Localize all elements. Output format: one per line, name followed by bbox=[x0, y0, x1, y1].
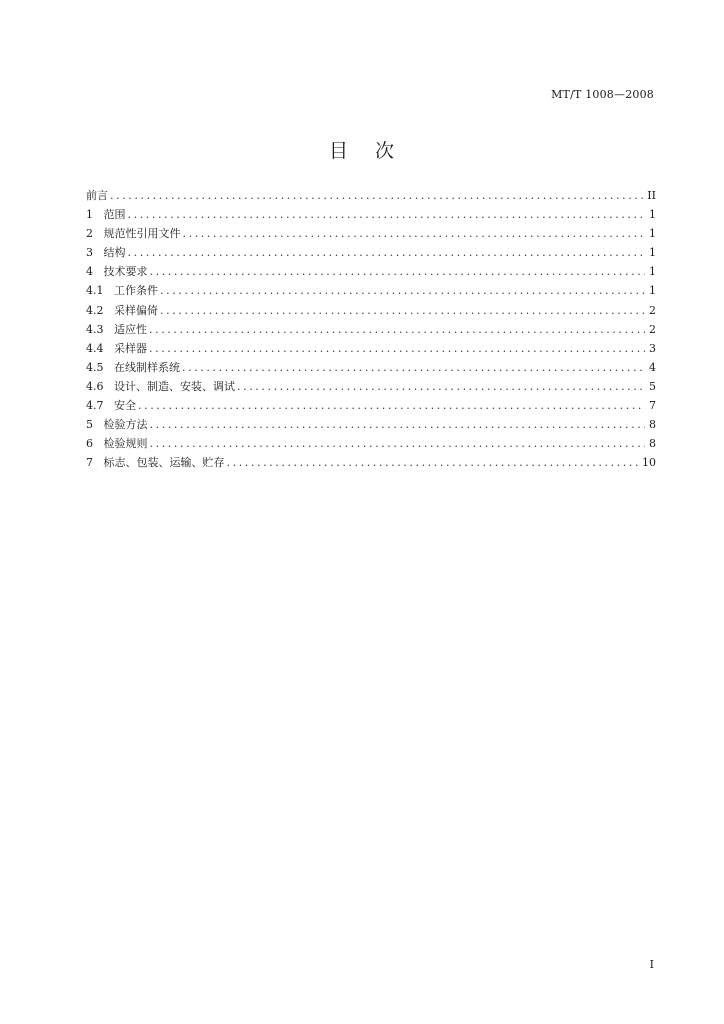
toc-number: 4.2 bbox=[86, 303, 104, 317]
toc-label: 检验规则 bbox=[103, 437, 148, 451]
toc-entry[interactable] bbox=[86, 186, 656, 205]
toc-label: 采样器 bbox=[114, 341, 147, 355]
toc-label: 技术要求 bbox=[103, 265, 148, 279]
toc-number: 7 bbox=[86, 456, 93, 470]
toc-number: 2 bbox=[86, 227, 93, 241]
toc-page-number: 5 bbox=[649, 379, 656, 393]
toc-label: 工作条件 bbox=[114, 284, 158, 298]
toc-leader-dots bbox=[149, 339, 645, 358]
document-code: MT/T 1008—2008 bbox=[551, 88, 654, 101]
toc-leader-dots bbox=[150, 434, 646, 453]
toc-entry[interactable] bbox=[86, 396, 656, 415]
toc-number: 5 bbox=[86, 418, 93, 432]
toc-leader-dots bbox=[138, 396, 645, 415]
toc-leader-dots bbox=[160, 281, 645, 300]
toc-number: 4.6 bbox=[86, 379, 104, 393]
toc-entry[interactable] bbox=[86, 281, 656, 300]
toc-leader-dots bbox=[183, 224, 646, 243]
table-of-contents bbox=[86, 186, 656, 472]
toc-label: 前言 bbox=[86, 189, 108, 202]
toc-label: 检验方法 bbox=[103, 418, 148, 432]
toc-leader-dots bbox=[128, 205, 646, 224]
toc-number: 1 bbox=[86, 208, 93, 222]
toc-page-number: 1 bbox=[649, 227, 656, 241]
toc-label: 适应性 bbox=[114, 322, 147, 336]
toc-page-number: 3 bbox=[649, 341, 656, 355]
toc-page-number: II bbox=[647, 189, 656, 202]
toc-number: 6 bbox=[86, 437, 93, 451]
toc-leader-dots bbox=[150, 415, 646, 434]
toc-number: 4.4 bbox=[86, 341, 104, 355]
toc-label: 范围 bbox=[103, 208, 126, 222]
toc-entry[interactable] bbox=[86, 224, 656, 243]
toc-leader-dots bbox=[160, 301, 645, 320]
toc-leader-dots bbox=[237, 377, 645, 396]
toc-label: 标志、包装、运输、贮存 bbox=[103, 456, 225, 470]
toc-entry[interactable] bbox=[86, 358, 656, 377]
toc-leader-dots bbox=[182, 358, 645, 377]
toc-leader-dots bbox=[149, 320, 645, 339]
toc-entry[interactable] bbox=[86, 301, 656, 320]
toc-number: 4.1 bbox=[86, 284, 104, 298]
title-part-2: 次 bbox=[375, 140, 396, 162]
toc-entry[interactable] bbox=[86, 339, 656, 358]
toc-number: 3 bbox=[86, 246, 93, 260]
toc-label: 在线制样系统 bbox=[114, 360, 180, 374]
toc-page-number: 2 bbox=[649, 322, 656, 336]
toc-label: 采样偏倚 bbox=[114, 303, 158, 317]
toc-page-number: 1 bbox=[649, 246, 656, 260]
toc-label: 结构 bbox=[103, 246, 126, 260]
toc-number: 4.5 bbox=[86, 360, 104, 374]
toc-leader-dots bbox=[110, 186, 643, 205]
page-title bbox=[0, 136, 724, 163]
toc-leader-dots bbox=[150, 262, 646, 281]
toc-entry[interactable] bbox=[86, 320, 656, 339]
page-number: I bbox=[649, 958, 654, 971]
toc-page-number: 2 bbox=[649, 303, 656, 317]
toc-number: 4.7 bbox=[86, 399, 104, 413]
toc-entry[interactable] bbox=[86, 453, 656, 472]
toc-page-number: 1 bbox=[649, 208, 656, 222]
toc-leader-dots bbox=[227, 453, 639, 472]
toc-page-number: 8 bbox=[649, 418, 656, 432]
toc-entry[interactable] bbox=[86, 262, 656, 281]
toc-number: 4 bbox=[86, 265, 93, 279]
toc-page-number: 8 bbox=[649, 437, 656, 451]
toc-entry[interactable] bbox=[86, 377, 656, 396]
toc-entry[interactable] bbox=[86, 415, 656, 434]
toc-label: 设计、制造、安装、调试 bbox=[114, 379, 235, 393]
toc-page-number: 10 bbox=[642, 456, 656, 470]
toc-page-number: 4 bbox=[649, 360, 656, 374]
toc-entry[interactable] bbox=[86, 243, 656, 262]
toc-label: 安全 bbox=[114, 399, 136, 413]
toc-page-number: 1 bbox=[649, 284, 656, 298]
toc-label: 规范性引用文件 bbox=[103, 227, 181, 241]
toc-leader-dots bbox=[128, 243, 646, 262]
toc-number: 4.3 bbox=[86, 322, 104, 336]
toc-entry[interactable] bbox=[86, 434, 656, 453]
toc-page-number: 7 bbox=[649, 399, 656, 413]
toc-page-number: 1 bbox=[649, 265, 656, 279]
toc-entry[interactable] bbox=[86, 205, 656, 224]
title-part-1: 目 bbox=[328, 140, 349, 162]
